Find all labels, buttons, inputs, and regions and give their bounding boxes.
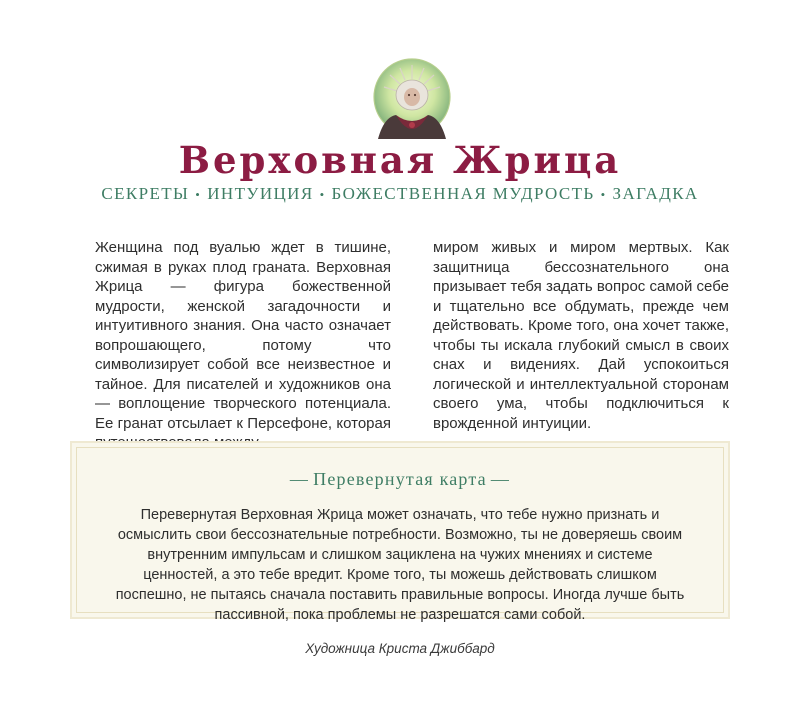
keywords-line — [0, 184, 800, 204]
reversed-card-text: Перевернутая Верховная Жрица может означать, что тебе нужно признать и осмыслить свои бессознательные потребности. Возможно, ты не доверяешь своим внутренним импульсам и слишком зациклена на чужих мнениях и системе ценностей, а это тебе вредит. Кроме того, ты можешь действовать слишком поспешно, не пытаясь сначала поставить правильные вопросы. Иногда лучше быть пассивной, пока проблемы не разрешатся сами собой. — [115, 507, 685, 623]
keyword-separator: • — [195, 187, 202, 203]
heading-dash: — — [289, 469, 310, 489]
keyword: ЗАГАДКА — [612, 184, 699, 203]
body-column-right — [433, 238, 729, 433]
keyword: СЕКРЕТЫ — [101, 184, 190, 203]
artist-credit: Художница Криста Джиббард — [305, 641, 495, 656]
keyword: БОЖЕСТВЕННАЯ МУДРОСТЬ — [331, 184, 595, 203]
high-priestess-medallion-icon — [370, 55, 454, 139]
keyword-separator: • — [600, 187, 607, 203]
page-title: Верховная Жрица — [178, 138, 622, 182]
body-paragraph: миром живых и миром мертвых. Как защитница бессознательного она призывает тебя задать вопрос самой себе и тщательно все обдумать, прежде чем действовать. Кроме того, она хочет также, чтобы ты искала глубокий смысл в своих снах и видениях. Дай успокоиться логической и интеллектуальной сторонам своего ума, чтобы подключиться к врожденной интуиции. — [433, 239, 729, 432]
keyword: ИНТУИЦИЯ — [207, 184, 314, 203]
keyword-separator: • — [319, 187, 326, 203]
body-column-left — [95, 238, 391, 453]
heading-dash: — — [490, 469, 511, 489]
reversed-heading-text: Перевернутая карта — [313, 469, 487, 489]
reversed-card-heading — [0, 469, 800, 490]
body-paragraph: Женщина под вуалью ждет в тишине, сжимая в руках плод граната. Верховная Жрица — фигура божественной мудрости, женской загадочности и интуитивного знания. Она часто означает вопрошающего, потому что символизирует собой все неизвестное и тайное. Для писателей и художников она — воплощение творческого потенциала. Ее гранат отсылает к Персефоне, которая — [95, 239, 391, 432]
